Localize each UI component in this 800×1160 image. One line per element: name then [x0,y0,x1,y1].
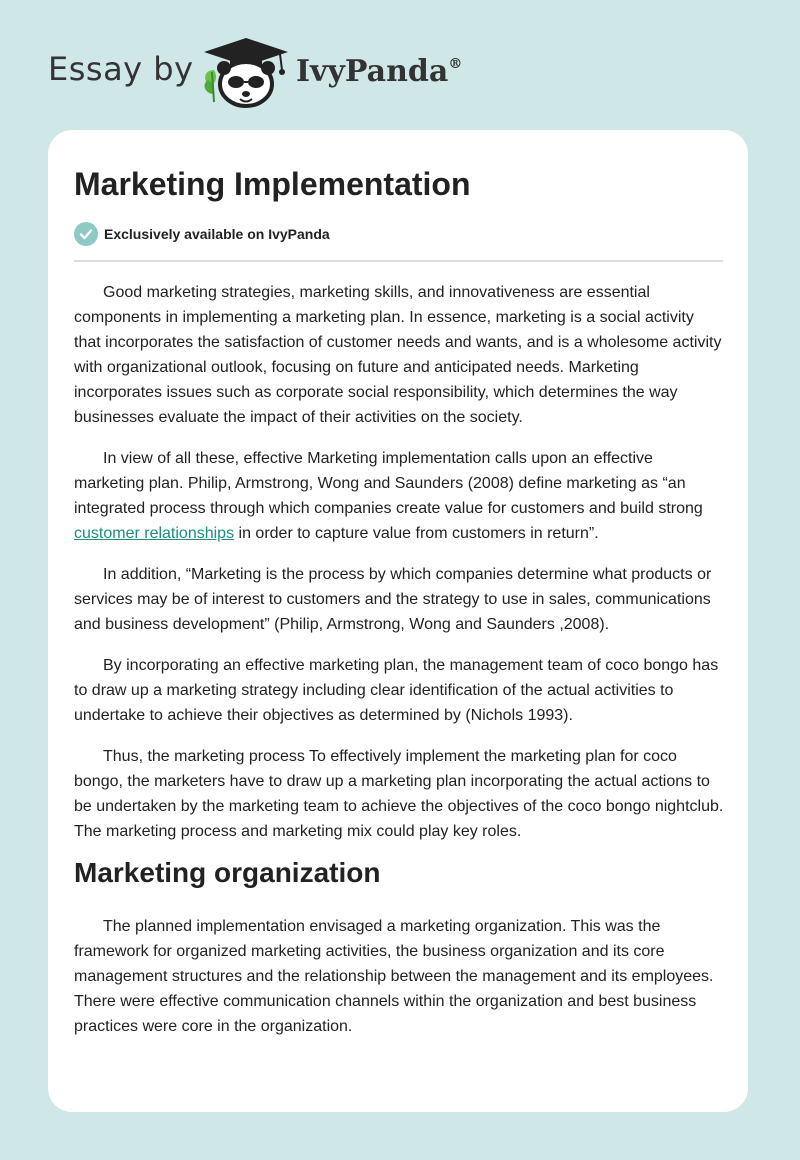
essay-body [74,280,724,1055]
brand-prefix: Essay by [48,50,194,88]
exclusive-badge [74,222,330,246]
site-header [0,0,800,120]
paragraph: By incorporating an effective marketing plan, the management team of coco bongo has to draw up a marketing strategy including clear identification of the actual activities to undertake to achieve their objectives as determined by (Nichols 1993). [74,657,719,724]
paragraph-text: In view of all these, effective Marketing implementation calls upon an effective marketing plan. Philip, Armstrong, Wong and Saunders (2008) define marketing as “an integrated process through which companies create value for customers and build strong [74,450,703,517]
registered-mark: ® [448,56,463,72]
section-heading: Marketing organization [74,857,381,888]
customer-relationships-link[interactable]: customer relationships [74,525,235,542]
brand-name[interactable] [296,54,462,89]
page-title: Marketing Implementation [74,166,471,202]
divider [74,260,723,262]
paragraph: In addition, “Marketing is the process by which companies determine what products or services may be of interest to customers and the strategy to use in sales, communications and business development” (Philip, Armstrong, Wong and Saunders ,2008). [74,566,712,633]
essay-card [48,130,748,1112]
paragraph-text: in order to capture value from customers in return”. [234,525,599,542]
paragraph: Good marketing strategies, marketing skills, and innovativeness are essential components in implementing a marketing plan. In essence, marketing is a social activity that incorporates the satisfaction of customer needs and wants, and is a wholesome activity with organizational outlook, focusing on future and anticipated needs. Marketing incorporates issues such as corporate social responsibility, which determines the way businesses evaluate the impact of their activities on the society. [74,284,722,426]
check-circle-icon [74,222,98,246]
brand-name-text: IvyPanda [296,54,449,89]
paragraph: The planned implementation envisaged a marketing organization. This was the framework for organized marketing activities, the business organization and its core management structures and the relationship between the management and its employees. There were effective communication channels within the organization and best business practices were core in the organization. [74,918,714,1035]
panda-graduate-icon[interactable] [200,36,292,110]
paragraph [74,446,724,546]
badge-label: Exclusively available on IvyPanda [104,226,330,242]
paragraph: Thus, the marketing process To effectively implement the marketing plan for coco bongo, the marketers have to draw up a marketing plan incorporating the actual actions to be undertaken by the marketing team to achieve the objectives of the coco bongo nightclub. The marketing process and marketing mix could play key roles. [74,748,724,840]
